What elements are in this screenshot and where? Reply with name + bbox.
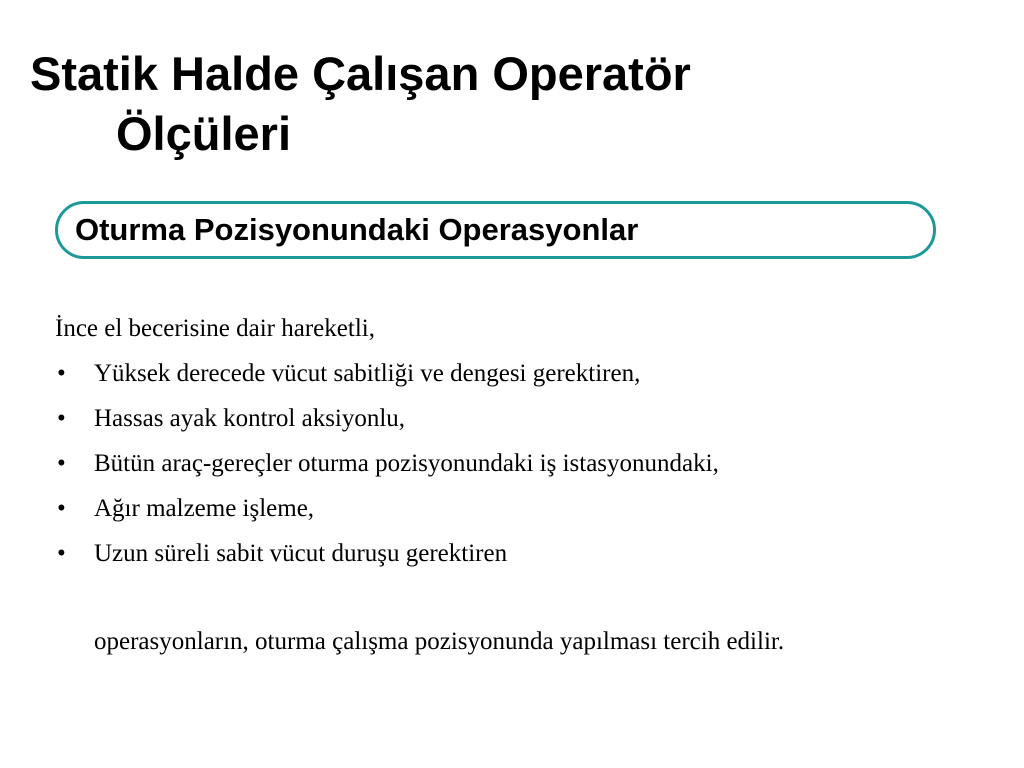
slide-title-line-1: Statik Halde Çalışan Operatör <box>30 47 691 100</box>
bullet-icon: • <box>57 360 66 387</box>
slide-title <box>30 44 990 164</box>
bullet-icon: • <box>57 450 66 477</box>
bullet-text: Ağır malzeme işleme, <box>94 495 315 522</box>
bullet-item <box>55 486 985 531</box>
bullet-icon: • <box>57 495 66 522</box>
bullet-list <box>55 351 985 576</box>
bullet-item <box>55 351 985 396</box>
slide-title-line-2: Ölçüleri <box>116 107 292 160</box>
bullet-item <box>55 531 985 576</box>
intro-text: İnce el becerisine dair hareketli, <box>55 315 375 342</box>
slide-body <box>55 306 985 576</box>
bullet-text: Hassas ayak kontrol aksiyonlu, <box>94 405 406 432</box>
bullet-text: Uzun süreli sabit vücut duruşu gerektiren <box>94 540 508 567</box>
conclusion-text: operasyonların, oturma çalışma pozisyonunda yapılması tercih edilir. <box>94 628 785 655</box>
subtitle-box <box>55 201 936 259</box>
bullet-icon: • <box>57 405 66 432</box>
bullet-text: Bütün araç-gereçler oturma pozisyonundaki iş istasyonundaki, <box>94 450 719 477</box>
bullet-icon: • <box>57 540 66 567</box>
subtitle-text: Oturma Pozisyonundaki Operasyonlar <box>75 212 639 247</box>
bullet-item <box>55 441 985 486</box>
bullet-text: Yüksek derecede vücut sabitliği ve dengesi gerektiren, <box>94 360 641 387</box>
bullet-item <box>55 396 985 441</box>
